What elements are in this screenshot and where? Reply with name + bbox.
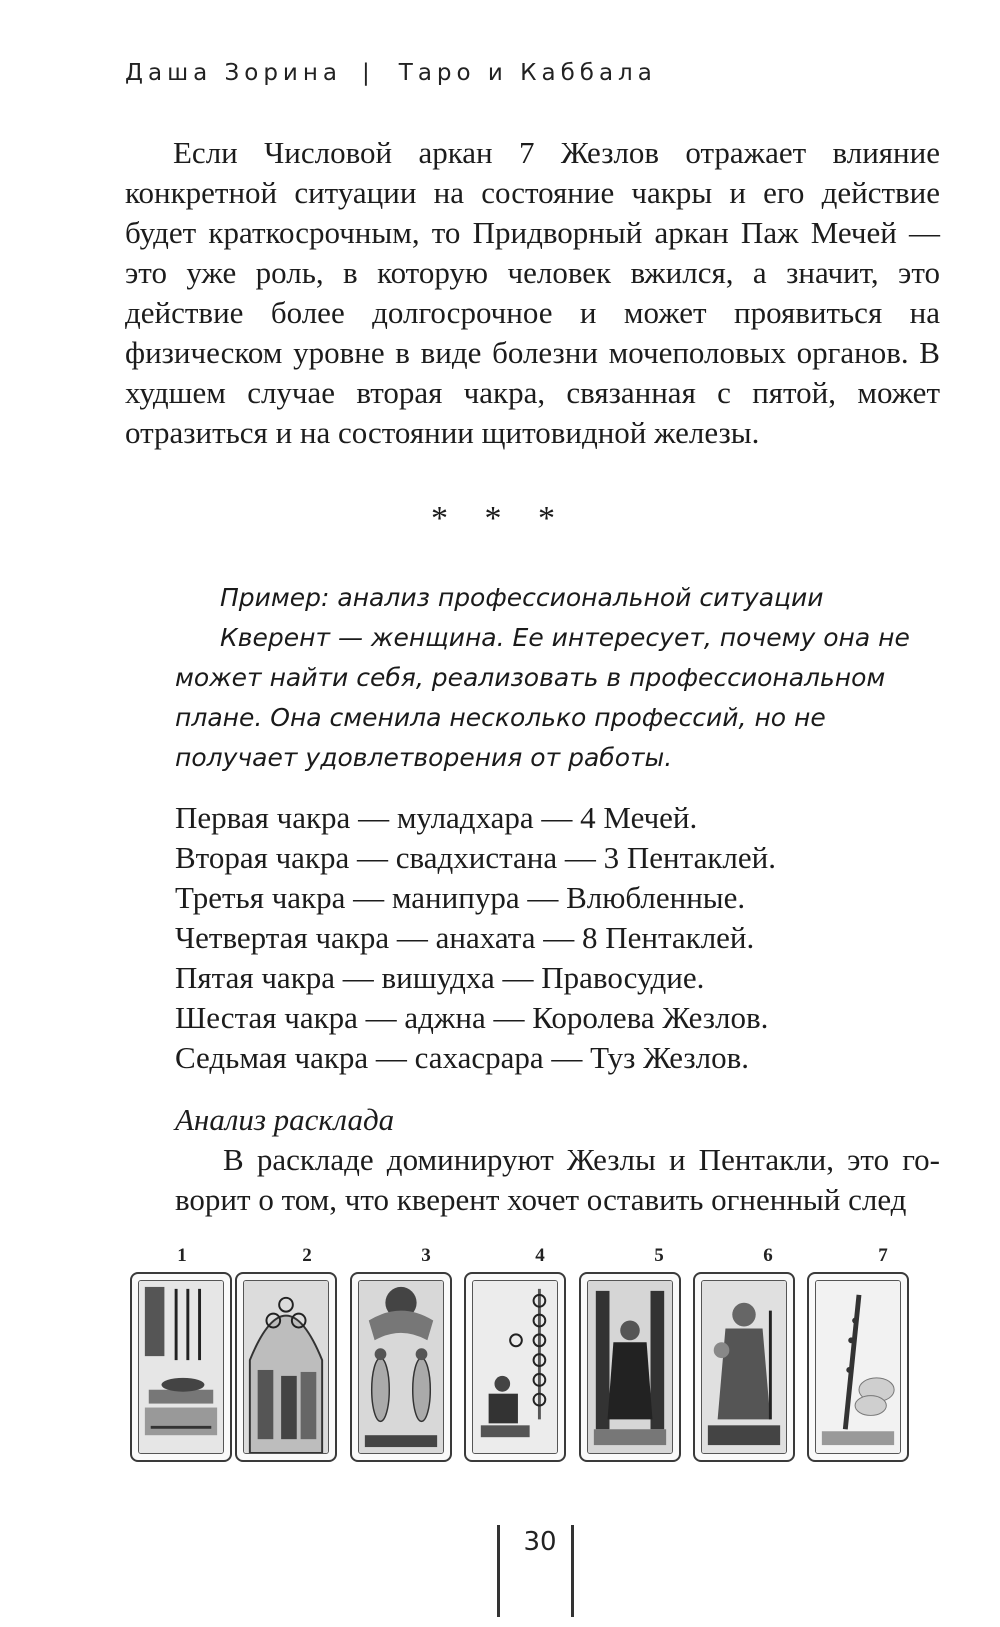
tarot-card — [130, 1272, 232, 1462]
header-separator: | — [362, 60, 375, 86]
four-of-swords-card-icon — [138, 1280, 224, 1454]
book-title: Таро и Каббала — [398, 60, 657, 86]
chakra-item: Шестая чакра — аджна — Королева Жезлов. — [175, 1000, 769, 1035]
justice-card-icon — [587, 1280, 673, 1454]
three-of-pentacles-card-icon — [243, 1280, 329, 1454]
chakra-list — [175, 798, 935, 1078]
card-number: 3 — [421, 1245, 431, 1266]
example-heading: Пример: анализ профессиональной ситуации — [220, 583, 824, 612]
chakra-item: Третья чакра — манипура — Влюбленные. — [175, 880, 746, 915]
page-footer — [0, 1525, 1000, 1625]
section-divider: * * * — [431, 500, 569, 537]
queen-of-wands-card-icon — [701, 1280, 787, 1454]
card-number: 2 — [302, 1245, 312, 1266]
analysis-heading: Анализ расклада — [175, 1102, 395, 1137]
tarot-card — [350, 1272, 452, 1462]
tarot-card — [235, 1272, 337, 1462]
eight-of-pentacles-card-icon — [472, 1280, 558, 1454]
tarot-card — [579, 1272, 681, 1462]
tarot-spread — [130, 1245, 940, 1465]
card-number: 1 — [177, 1245, 187, 1266]
chakra-item: Четвертая чакра — анахата — 8 Пентаклей. — [175, 920, 755, 955]
card-number: 5 — [654, 1245, 664, 1266]
tarot-card — [807, 1272, 909, 1462]
page-number: 30 — [523, 1527, 557, 1557]
tarot-card — [693, 1272, 795, 1462]
running-head — [125, 60, 657, 86]
card-number: 7 — [878, 1245, 888, 1266]
example-description — [175, 618, 915, 778]
example-text: Кверент — женщина. Ее интересует, почему она не может найти себя, реализовать в профессиональном плане. Она сменила несколько профессий, но не получает удовлетворения от работы. — [175, 623, 910, 772]
ace-of-wands-card-icon — [815, 1280, 901, 1454]
intro-paragraph: Если Числовой аркан 7 Жезлов отражает влияние конкретной ситуации на состояние чакры и его действие будет краткосрочным, то Придворный аркан Паж Мечей — это уже роль, в которую человек вжился, а значит, это действие более долгосрочное и может проявиться на физическом уровне в виде болезни мочеполовых органов. В худшем случае вторая чакра, связанная с пятой, может отразиться и на состоянии щитовидной железы. — [125, 135, 940, 450]
the-lovers-card-icon — [358, 1280, 444, 1454]
card-number: 4 — [535, 1245, 545, 1266]
chakra-item: Вторая чакра — свадхистана — 3 Пентаклей. — [175, 840, 776, 875]
tarot-card — [464, 1272, 566, 1462]
author-name: Даша Зорина — [125, 60, 343, 86]
card-number: 6 — [763, 1245, 773, 1266]
analysis-paragraph: В раскладе доминируют Жезлы и Пентакли, это говорит о том, что кверент хочет оставить огненный след — [175, 1142, 940, 1217]
chakra-item: Первая чакра — муладхара — 4 Мечей. — [175, 800, 698, 835]
chakra-item: Седьмая чакра — сахасрара — Туз Жезлов. — [175, 1040, 750, 1075]
footer-rule-right — [571, 1525, 574, 1617]
footer-rule-left — [497, 1525, 500, 1617]
chakra-item: Пятая чакра — вишудха — Правосудие. — [175, 960, 705, 995]
